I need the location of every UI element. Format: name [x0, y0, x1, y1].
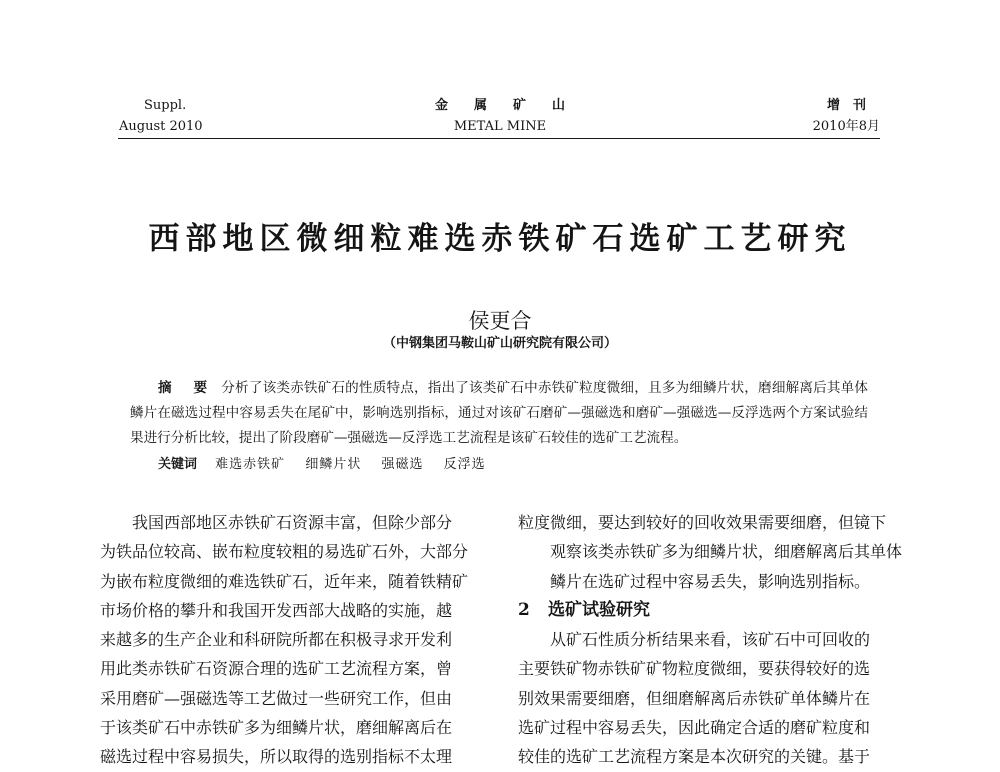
journal-name-cn: 金 属 矿 山: [434, 98, 565, 113]
author-name: 侯更合: [468, 309, 532, 333]
keyword: 反浮选: [443, 457, 486, 472]
text-line: 为铁品位较高、嵌布粒度较粗的易选矿石外，大部分: [100, 542, 469, 562]
body-left-column: [100, 508, 498, 772]
text-line: 于该类矿石中赤铁矿多为细鳞片状，磨细解离后在: [100, 718, 453, 738]
keyword: 强磁选: [381, 457, 424, 472]
text-line: 较佳的选矿工艺流程方案是本次研究的关键。基于: [518, 747, 871, 767]
abstract: [130, 376, 868, 451]
abstract-label: 摘 要: [158, 380, 212, 396]
text-line: 来越多的生产企业和科研院所都在积极寻求开发利: [100, 630, 453, 650]
section-heading: [518, 596, 918, 625]
keyword: 难选赤铁矿: [215, 457, 286, 472]
text-line: 采用磨矿—强磁选等工艺做过一些研究工作，但由: [100, 688, 453, 708]
text-line: 别效果需要细磨，但细磨解离后赤铁矿单体鳞片在: [518, 688, 871, 708]
text-line: 市场价格的攀升和我国开发西部大战略的实施，越: [100, 600, 453, 620]
text-line: 从矿石性质分析结果来看，该矿石中可回收的: [550, 630, 871, 650]
journal-name-en: METAL MINE: [453, 119, 547, 134]
text-line: 用此类赤铁矿石资源合理的选矿工艺流程方案，曾: [100, 659, 453, 679]
text-line: 粒度微细，要达到较好的回收效果需要细磨，但镜下: [518, 513, 887, 532]
keywords-label: 关键词: [158, 457, 198, 472]
author-affiliation: （中钢集团马鞍山矿山研究院有限公司）: [382, 336, 617, 351]
header-date-cn: 2010年8月: [812, 119, 880, 134]
text-line: 我国西部地区赤铁矿石资源丰富，但除少部分: [132, 513, 453, 532]
text-line: 选矿过程中容易丢失，因此确定合适的磨矿粒度和: [518, 718, 871, 738]
header-rule: [118, 138, 880, 139]
header-supplement-cn: 增 刊: [826, 98, 866, 113]
text-line: 主要铁矿物赤铁矿矿物粒度微细，要获得较好的选: [518, 659, 871, 679]
paper-title: 西部地区微细粒难选赤铁矿石选矿工艺研究: [148, 221, 852, 257]
text-line: 磁选过程中容易损失，所以取得的选别指标不太理: [100, 747, 453, 767]
keyword: 细鳞片状: [305, 457, 362, 472]
text-line: 观察该类赤铁矿多为细鳞片状，细磨解离后其单体: [550, 542, 903, 562]
body-right-column: [518, 508, 918, 772]
section-number: 2: [518, 599, 530, 620]
header-date-en: August 2010: [119, 119, 203, 134]
abstract-text: 分析了该类赤铁矿石的性质特点，指出了该类矿石中赤铁矿粒度微细，且多为细鳞片状，磨细解离后其单体鳞片在磁选过程中容易丢失在尾矿中，影响选别指标，通过对该矿石磨矿—强磁选和磨矿—强磁选—反浮选两个方案试验结果进行分析比较，提出了阶段磨矿—强磁选—反浮选工艺流程是该矿石较佳的选矿工艺流程。: [130, 380, 869, 446]
keywords: [158, 455, 502, 475]
text-line: 为嵌布粒度微细的难选铁矿石，近年来，随着铁精矿: [100, 571, 469, 591]
text-line: 鳞片在选矿过程中容易丢失，影响选别指标。: [550, 571, 871, 591]
section-title: 选矿试验研究: [548, 599, 650, 620]
header-suppl: Suppl.: [144, 98, 187, 113]
